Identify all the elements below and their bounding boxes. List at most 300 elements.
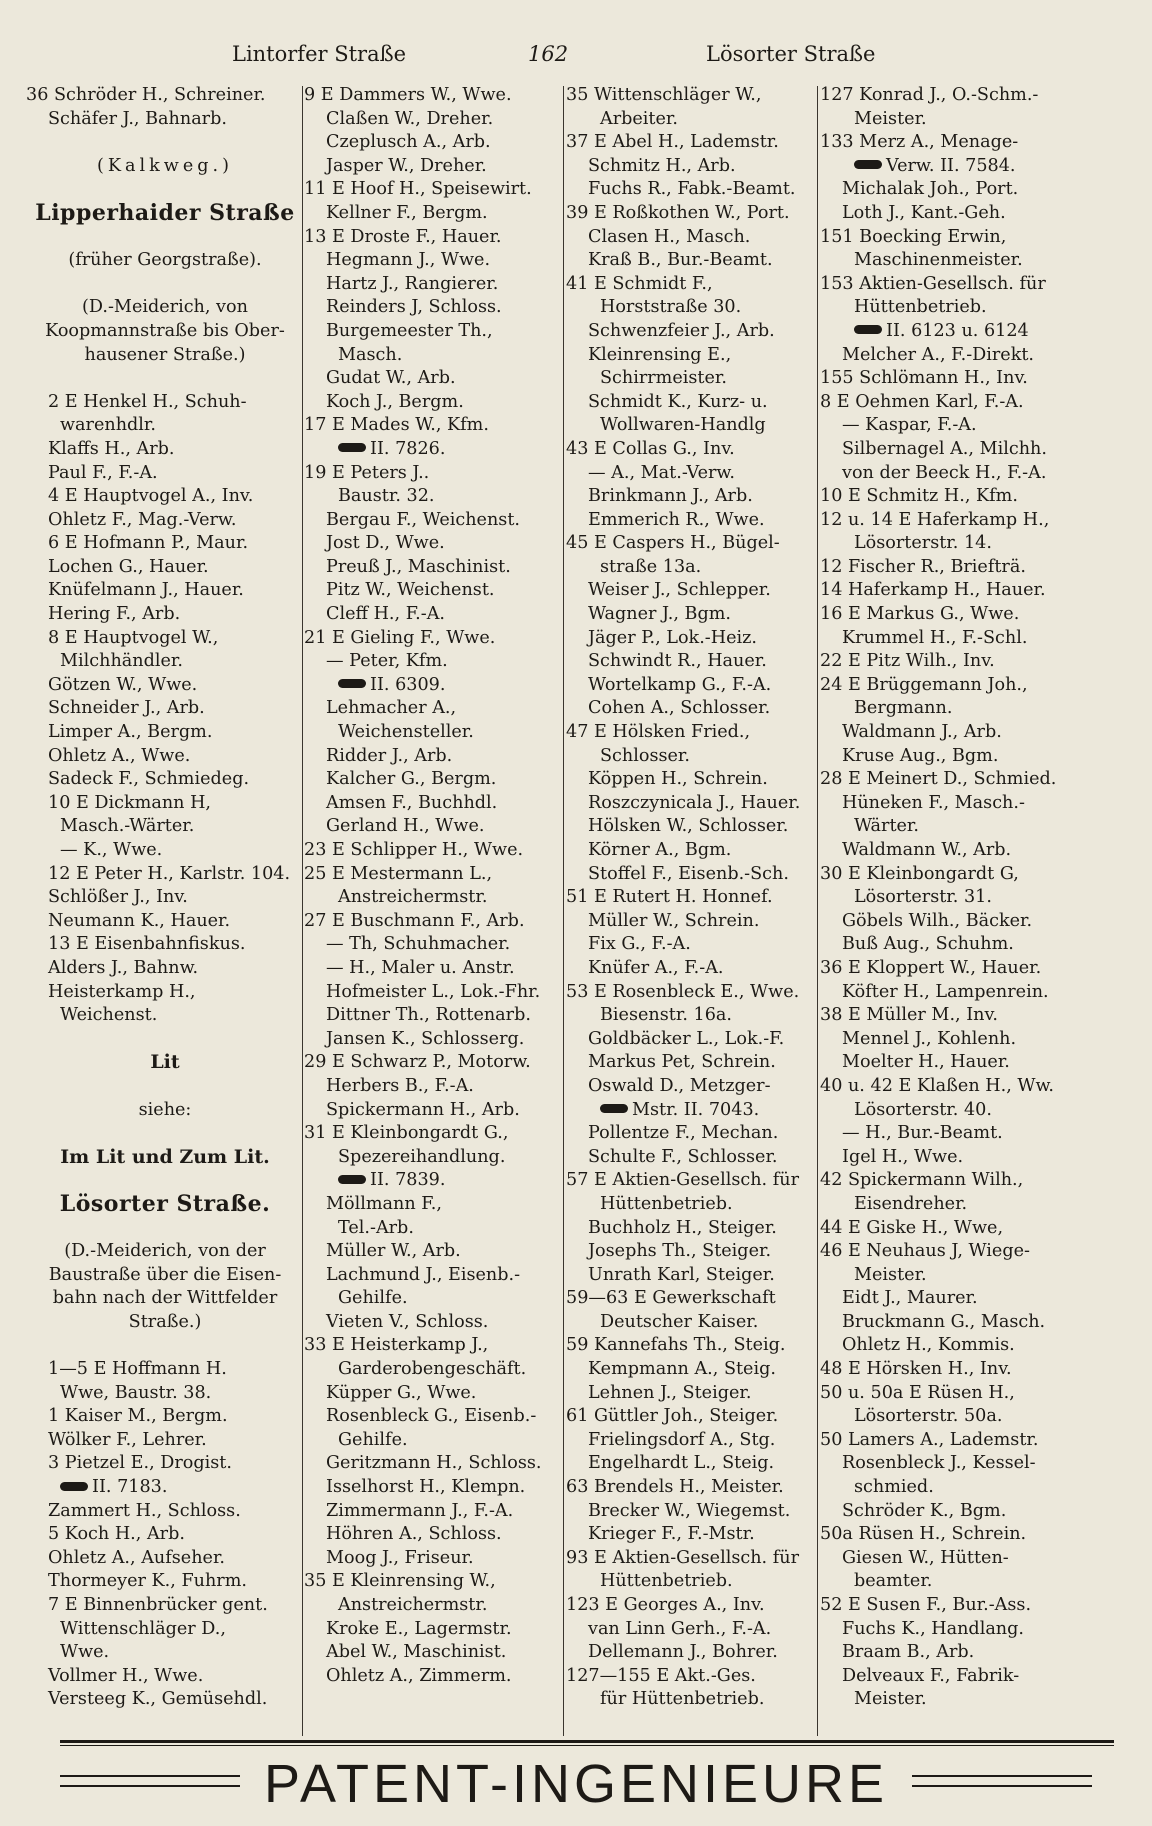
entry-text: Zimmermann J., F.-A. — [326, 1500, 514, 1521]
entry-text: 13 E Droste F., Hauer. — [304, 226, 502, 247]
directory-entry — [26, 320, 304, 344]
directory-entry — [566, 745, 818, 769]
directory-entry — [26, 1688, 304, 1712]
entry-text: Kruse Aug., Bgm. — [842, 745, 999, 766]
directory-entry — [304, 1334, 564, 1358]
directory-entry — [820, 1169, 1088, 1193]
directory-entry — [304, 320, 564, 344]
directory-entry — [566, 1099, 818, 1123]
entry-text: Spezereihandlung. — [338, 1146, 506, 1167]
entry-text: 44 E Giske H., Wwe, — [820, 1217, 1004, 1238]
directory-entry — [566, 108, 818, 132]
entry-text: Wortelkamp G., F.-A. — [588, 674, 772, 695]
directory-entry — [566, 84, 818, 108]
entry-text: 151 Boecking Erwin, — [820, 226, 1007, 247]
directory-entry — [26, 414, 304, 438]
entry-text: 57 E Aktien-Gesellsch. für — [566, 1170, 799, 1191]
entry-text: Müller W., Schrein. — [588, 910, 760, 931]
directory-entry — [820, 1287, 1088, 1311]
section-heading — [26, 1193, 304, 1217]
entry-text: II. 7839. — [370, 1170, 446, 1191]
entry-text: Buß Aug., Schuhm. — [842, 934, 1014, 955]
entry-text: 133 Merz A., Menage- — [820, 132, 1019, 153]
directory-entry — [26, 1570, 304, 1594]
directory-entry — [304, 1547, 564, 1571]
column-divider — [563, 86, 564, 1736]
directory-entry — [304, 1452, 564, 1476]
directory-entry — [820, 792, 1088, 816]
directory-entry — [304, 1193, 564, 1217]
entry-text: Frielingsdorf A., Stg. — [588, 1429, 776, 1450]
directory-entry — [566, 1547, 818, 1571]
entry-text: Wärter. — [854, 816, 920, 837]
directory-entry — [820, 1641, 1088, 1665]
directory-entry — [304, 579, 564, 603]
directory-entry — [26, 249, 304, 273]
entry-text: Arbeiter. — [600, 108, 678, 129]
directory-entry — [26, 579, 304, 603]
directory-entry — [26, 792, 304, 816]
entry-text: Jansen K., Schlosserg. — [326, 1028, 525, 1049]
directory-entry — [304, 815, 564, 839]
directory-entry — [566, 981, 818, 1005]
directory-entry — [566, 414, 818, 438]
directory-entry — [566, 1169, 818, 1193]
entry-text: Kempmann A., Steig. — [588, 1359, 776, 1380]
entry-text: — A., Mat.-Verw. — [588, 462, 735, 483]
directory-entry — [566, 367, 818, 391]
entry-text: II. 7826. — [370, 438, 446, 459]
entry-text: Koopmannstraße bis Ober- — [45, 320, 285, 341]
directory-entry — [26, 627, 304, 651]
directory-entry — [304, 1051, 564, 1075]
directory-entry — [304, 697, 564, 721]
directory-entry — [820, 1028, 1088, 1052]
directory-entry — [820, 1122, 1088, 1146]
directory-entry — [304, 367, 564, 391]
entry-text: Meister. — [854, 1264, 927, 1285]
directory-entry — [26, 178, 304, 202]
directory-entry — [26, 84, 304, 108]
entry-text: Verw. II. 7584. — [886, 155, 1016, 176]
entry-text: Dittner Th., Rottenarb. — [326, 1005, 531, 1026]
entry-text: Isselhorst H., Klempn. — [326, 1477, 526, 1498]
entry-text: Zammert H., Schloss. — [48, 1500, 241, 1521]
entry-text: 45 E Caspers H., Bügel- — [566, 533, 780, 554]
directory-entry — [820, 178, 1088, 202]
entry-text: Weichenst. — [60, 1005, 158, 1026]
entry-text: Krummel H., F.-Schl. — [842, 627, 1028, 648]
entry-text: Baustr. 32. — [338, 486, 435, 507]
entry-text: Pitz W., Weichenst. — [326, 580, 495, 601]
entry-text: Hofmeister L., Lok.-Fhr. — [326, 981, 541, 1002]
entry-text: 153 Aktien-Gesellsch. für — [820, 273, 1046, 294]
entry-text: Schäfer J., Bahnarb. — [48, 108, 227, 129]
entry-text: Brinkmann J., Arb. — [588, 486, 753, 507]
directory-entry — [304, 1311, 564, 1335]
directory-entry — [820, 910, 1088, 934]
directory-entry — [820, 438, 1088, 462]
entry-text: Buchholz H., Steiger. — [588, 1217, 777, 1238]
directory-entry — [26, 1334, 304, 1358]
entry-text: Stoffel F., Eisenb.-Sch. — [588, 863, 789, 884]
entry-text: 123 E Georges A., Inv. — [566, 1595, 765, 1615]
directory-entry — [566, 1075, 818, 1099]
directory-entry — [26, 1500, 304, 1524]
directory-entry — [820, 108, 1088, 132]
directory-entry — [304, 1570, 564, 1594]
entry-text: Schmitz H., Arb. — [588, 155, 736, 176]
directory-entry — [26, 650, 304, 674]
entry-text: 48 E Hörsken H., Inv. — [820, 1359, 1012, 1380]
directory-entry — [26, 131, 304, 155]
directory-entry — [820, 627, 1088, 651]
directory-entry — [304, 1287, 564, 1311]
entry-text: Dellemann J., Bohrer. — [588, 1642, 778, 1663]
entry-text: 28 E Meinert D., Schmied. — [820, 769, 1057, 790]
directory-entry — [566, 226, 818, 250]
entry-text: Fuchs K., Handlang. — [842, 1618, 1024, 1639]
entry-text: Wölker F., Lehrer. — [48, 1429, 207, 1450]
directory-entry — [26, 910, 304, 934]
entry-text: Küpper G., Wwe. — [326, 1382, 477, 1403]
entry-text: Gudat W., Arb. — [326, 368, 456, 389]
entry-text: Tel.-Arb. — [338, 1217, 414, 1238]
entry-text: Versteeg K., Gemüsehdl. — [48, 1689, 268, 1710]
directory-entry — [820, 1051, 1088, 1075]
entry-text: Czeplusch A., Arb. — [326, 132, 491, 153]
directory-entry — [26, 344, 304, 368]
directory-entry — [304, 273, 564, 297]
entry-text: Schröder K., Bgm. — [842, 1500, 1007, 1521]
footer-rule-thin — [60, 1745, 1114, 1746]
entry-text: 43 E Collas G., Inv. — [566, 438, 735, 459]
entry-text: 14 Haferkamp H., Hauer. — [820, 580, 1046, 601]
entry-text: Michalak Joh., Port. — [842, 179, 1019, 200]
directory-entry — [820, 509, 1088, 533]
entry-text: Schmidt K., Kurz- u. — [588, 391, 768, 412]
directory-entry — [820, 863, 1088, 887]
directory-entry — [820, 1618, 1088, 1642]
entry-text: Ohletz A., Wwe. — [48, 745, 191, 766]
entry-text: schmied. — [854, 1477, 934, 1498]
entry-text: 19 E Peters J.. — [304, 462, 430, 483]
page-number: 162 — [528, 42, 569, 66]
entry-text: Koch J., Bergm. — [326, 391, 464, 412]
entry-text: Krieger F., F.-Mstr. — [588, 1524, 755, 1545]
entry-text: Geritzmann H., Schloss. — [326, 1453, 542, 1474]
telephone-icon — [854, 160, 882, 169]
entry-text: Hölsken W., Schlosser. — [588, 816, 789, 837]
entry-text: Waldmann J., Arb. — [842, 722, 1002, 743]
directory-entry — [304, 131, 564, 155]
entry-text: 35 E Kleinrensing W., — [304, 1571, 496, 1592]
directory-entry — [820, 1570, 1088, 1594]
entry-text: Schlößer J., Inv. — [48, 887, 188, 908]
entry-text: Pollentze F., Mechan. — [588, 1123, 779, 1144]
directory-entry — [820, 957, 1088, 981]
directory-entry — [820, 1264, 1088, 1288]
directory-entry — [26, 839, 304, 863]
entry-text: 37 E Abel H., Lademstr. — [566, 132, 779, 153]
entry-text: Weiser J., Schlepper. — [588, 580, 771, 601]
directory-entry — [820, 1146, 1088, 1170]
entry-text: Eidt J., Maurer. — [842, 1288, 978, 1309]
directory-entry — [304, 627, 564, 651]
directory-entry — [26, 367, 304, 391]
directory-entry — [26, 1122, 304, 1146]
directory-entry — [566, 1688, 818, 1712]
directory-entry — [566, 462, 818, 486]
entry-text: Deutscher Kaiser. — [600, 1311, 759, 1332]
entry-text: Köfter H., Lampenrein. — [842, 981, 1049, 1002]
directory-entry — [566, 1287, 818, 1311]
directory-entry — [566, 815, 818, 839]
entry-text: (früher Georgstraße). — [68, 250, 262, 271]
directory-entry — [304, 1500, 564, 1524]
entry-text: 10 E Dickmann H, — [48, 792, 212, 813]
entry-text: Wwe. — [60, 1642, 110, 1663]
directory-entry — [26, 1075, 304, 1099]
directory-entry — [26, 1429, 304, 1453]
entry-text: Göbels Wilh., Bäcker. — [842, 910, 1033, 931]
entry-text: Preuß J., Maschinist. — [326, 556, 511, 577]
directory-entry — [26, 1641, 304, 1665]
directory-entry — [566, 1240, 818, 1264]
directory-entry — [26, 1547, 304, 1571]
entry-text: — Peter, Kfm. — [326, 651, 448, 672]
entry-text: Kalcher G., Bergm. — [326, 769, 497, 790]
directory-entry — [304, 1146, 564, 1170]
entry-text: Jost D., Wwe. — [326, 533, 445, 554]
entry-text: Kraß B., Bur.-Beamt. — [588, 250, 773, 271]
entry-text: Claßen W., Dreher. — [326, 108, 494, 129]
directory-entry — [820, 650, 1088, 674]
entry-text: Lösorterstr. 40. — [854, 1099, 992, 1120]
entry-text: Lochen G., Hauer. — [48, 556, 209, 577]
directory-entry — [820, 1665, 1088, 1689]
entry-text: Sadeck F., Schmiedeg. — [48, 769, 250, 790]
directory-entry — [820, 1476, 1088, 1500]
section-heading — [26, 1051, 304, 1075]
directory-entry — [820, 1311, 1088, 1335]
directory-entry — [26, 296, 304, 320]
directory-entry — [820, 1452, 1088, 1476]
directory-entry — [566, 721, 818, 745]
entry-text: Hering F., Arb. — [48, 604, 181, 625]
entry-text: Hüneken F., Masch.- — [842, 792, 1025, 813]
column-4 — [820, 84, 1088, 1736]
directory-entry — [820, 320, 1088, 344]
entry-text: Igel H., Wwe. — [842, 1146, 964, 1167]
entry-text: Maschinenmeister. — [854, 250, 1023, 271]
entry-text: Jäger P., Lok.-Heiz. — [588, 627, 757, 648]
directory-entry — [26, 532, 304, 556]
entry-text: 42 Spickermann Wilh., — [820, 1170, 1024, 1191]
directory-entry — [566, 344, 818, 368]
entry-text: Lösorterstr. 14. — [854, 533, 992, 554]
directory-entry — [26, 1382, 304, 1406]
directory-entry — [820, 839, 1088, 863]
entry-text: Ridder J., Arb. — [326, 745, 453, 766]
directory-entry — [304, 391, 564, 415]
directory-entry — [304, 532, 564, 556]
entry-text: Mennel J., Kohlenh. — [842, 1028, 1017, 1049]
entry-text: hausener Straße.) — [84, 344, 246, 365]
directory-entry — [820, 721, 1088, 745]
directory-entry — [26, 768, 304, 792]
directory-entry — [820, 532, 1088, 556]
entry-text: — H., Maler u. Anstr. — [326, 957, 515, 978]
entry-text: 127 Konrad J., O.-Schm.- — [820, 85, 1039, 105]
telephone-icon — [338, 443, 366, 452]
entry-text: 24 E Brüggemann Joh., — [820, 674, 1028, 695]
entry-text: Meister. — [854, 108, 927, 129]
entry-text: Körner A., Bgm. — [588, 840, 732, 860]
directory-entry — [304, 414, 564, 438]
entry-text: Straße.) — [128, 1311, 202, 1332]
directory-entry — [304, 1665, 564, 1689]
directory-entry — [820, 1193, 1088, 1217]
entry-text: Thormeyer K., Fuhrm. — [48, 1571, 247, 1592]
entry-text: 39 E Roßkothen W., Port. — [566, 202, 790, 223]
entry-text: Bergau F., Weichenst. — [326, 509, 520, 530]
entry-text: — Kaspar, F.-A. — [842, 415, 977, 436]
entry-text: Vollmer H., Wwe. — [48, 1665, 204, 1686]
entry-text: 36 E Kloppert W., Hauer. — [820, 957, 1042, 978]
entry-text: 27 E Buschmann F., Arb. — [304, 910, 525, 931]
entry-text: — H., Bur.-Beamt. — [842, 1123, 1003, 1144]
entry-text: Eisendreher. — [854, 1193, 968, 1214]
directory-entry — [566, 1358, 818, 1382]
entry-text: 50a Rüsen H., Schrein. — [820, 1524, 1027, 1545]
directory-entry — [566, 1570, 818, 1594]
column-divider — [302, 86, 303, 1736]
entry-text: Roszczynicala J., Hauer. — [588, 792, 801, 813]
entry-text: 36 Schröder H., Schreiner. — [26, 85, 266, 105]
directory-entry — [26, 438, 304, 462]
telephone-icon — [854, 325, 882, 334]
directory-entry — [26, 391, 304, 415]
entry-text: Weichensteller. — [338, 722, 474, 743]
directory-entry — [304, 839, 564, 863]
entry-text: II. 6123 u. 6124 — [886, 320, 1029, 341]
directory-entry — [566, 1405, 818, 1429]
directory-entry — [566, 273, 818, 297]
entry-text: Köppen H., Schrein. — [588, 769, 768, 790]
directory-entry — [26, 1028, 304, 1052]
entry-text: Hüttenbetrieb. — [600, 1571, 733, 1592]
directory-entry — [566, 438, 818, 462]
telephone-icon — [60, 1482, 88, 1491]
directory-entry — [820, 1358, 1088, 1382]
section-heading — [26, 1146, 304, 1170]
directory-entry — [304, 957, 564, 981]
directory-entry — [304, 933, 564, 957]
entry-text: Heisterkamp H., — [48, 981, 196, 1002]
entry-text: 31 E Kleinbongardt G., — [304, 1123, 509, 1144]
directory-entry — [304, 1217, 564, 1241]
entry-text: 6 E Hofmann P., Maur. — [48, 533, 249, 554]
directory-entry — [26, 1169, 304, 1193]
entry-text: Loth J., Kant.-Geh. — [842, 202, 1006, 223]
entry-text: Cohen A., Schlosser. — [588, 698, 771, 719]
directory-entry — [820, 933, 1088, 957]
entry-text: 17 E Mades W., Kfm. — [304, 415, 489, 436]
entry-text: Kleinrensing E., — [588, 344, 732, 365]
entry-text: 12 u. 14 E Haferkamp H., — [820, 509, 1050, 530]
entry-text: Neumann K., Hauer. — [48, 910, 231, 931]
entry-text: Müller W., Arb. — [326, 1241, 461, 1262]
entry-text: für Hüttenbetrieb. — [600, 1689, 765, 1710]
entry-text: 53 E Rosenbleck E., Wwe. — [566, 981, 800, 1002]
entry-text: Rosenbleck G., Eisenb.- — [326, 1406, 537, 1427]
entry-text: 51 E Rutert H. Honnef. — [566, 887, 773, 908]
entry-text: 12 Fischer R., Briefträ. — [820, 556, 1026, 577]
entry-text: Götzen W., Wwe. — [48, 674, 198, 695]
directory-entry — [566, 391, 818, 415]
directory-entry — [566, 863, 818, 887]
entry-text: Moelter H., Hauer. — [842, 1052, 1010, 1073]
directory-entry — [26, 674, 304, 698]
entry-text: Im Lit und Zum Lit. — [60, 1145, 270, 1168]
entry-text: Rosenbleck J., Kessel- — [842, 1453, 1036, 1474]
entry-text: Hartz J., Rangierer. — [326, 273, 499, 294]
directory-entry — [820, 84, 1088, 108]
section-heading — [26, 202, 304, 226]
entry-text: Ohletz F., Mag.-Verw. — [48, 509, 237, 530]
directory-entry — [26, 933, 304, 957]
directory-entry — [26, 815, 304, 839]
entry-text: Anstreichermstr. — [338, 1595, 488, 1615]
directory-entry — [26, 1665, 304, 1689]
entry-text: Lachmund J., Eisenb.- — [326, 1264, 521, 1285]
directory-entry — [304, 202, 564, 226]
entry-text: Waldmann W., Arb. — [842, 840, 1012, 860]
entry-text: 8 E Oehmen Karl, F.-A. — [820, 391, 1024, 412]
entry-text: 23 E Schlipper H., Wwe. — [304, 840, 524, 860]
directory-entry — [820, 249, 1088, 273]
directory-entry — [304, 721, 564, 745]
directory-entry — [304, 84, 564, 108]
entry-text: 50 u. 50a E Rüsen H., — [820, 1382, 1015, 1403]
directory-entry — [26, 1452, 304, 1476]
directory-entry — [304, 1099, 564, 1123]
directory-entry — [820, 1594, 1088, 1618]
directory-entry — [820, 1688, 1088, 1712]
telephone-icon — [600, 1104, 628, 1113]
entry-text: 1 Kaiser M., Bergm. — [48, 1406, 228, 1427]
entry-text: 25 E Mestermann L., — [304, 863, 493, 884]
entry-text: Brecker W., Wiegemst. — [588, 1500, 791, 1521]
entry-text: 127—155 E Akt.-Ges. — [566, 1665, 756, 1686]
directory-entry — [26, 462, 304, 486]
entry-text: 59—63 E Gewerkschaft — [566, 1288, 776, 1309]
entry-text: (D.-Meiderich, von — [82, 297, 248, 318]
directory-entry — [566, 674, 818, 698]
entry-text: Klaffs H., Arb. — [48, 438, 175, 459]
directory-entry — [304, 108, 564, 132]
entry-text: Fuchs R., Fabk.-Beamt. — [588, 179, 796, 200]
directory-entry — [304, 155, 564, 179]
entry-text: siehe: — [138, 1099, 192, 1120]
entry-text: Ohletz A., Zimmerm. — [326, 1665, 512, 1686]
directory-entry — [820, 579, 1088, 603]
directory-entry — [566, 1146, 818, 1170]
directory-entry — [566, 697, 818, 721]
entry-text: Braam B., Arb. — [842, 1642, 975, 1663]
entry-text: 12 E Peter H., Karlstr. 104. — [48, 863, 291, 884]
